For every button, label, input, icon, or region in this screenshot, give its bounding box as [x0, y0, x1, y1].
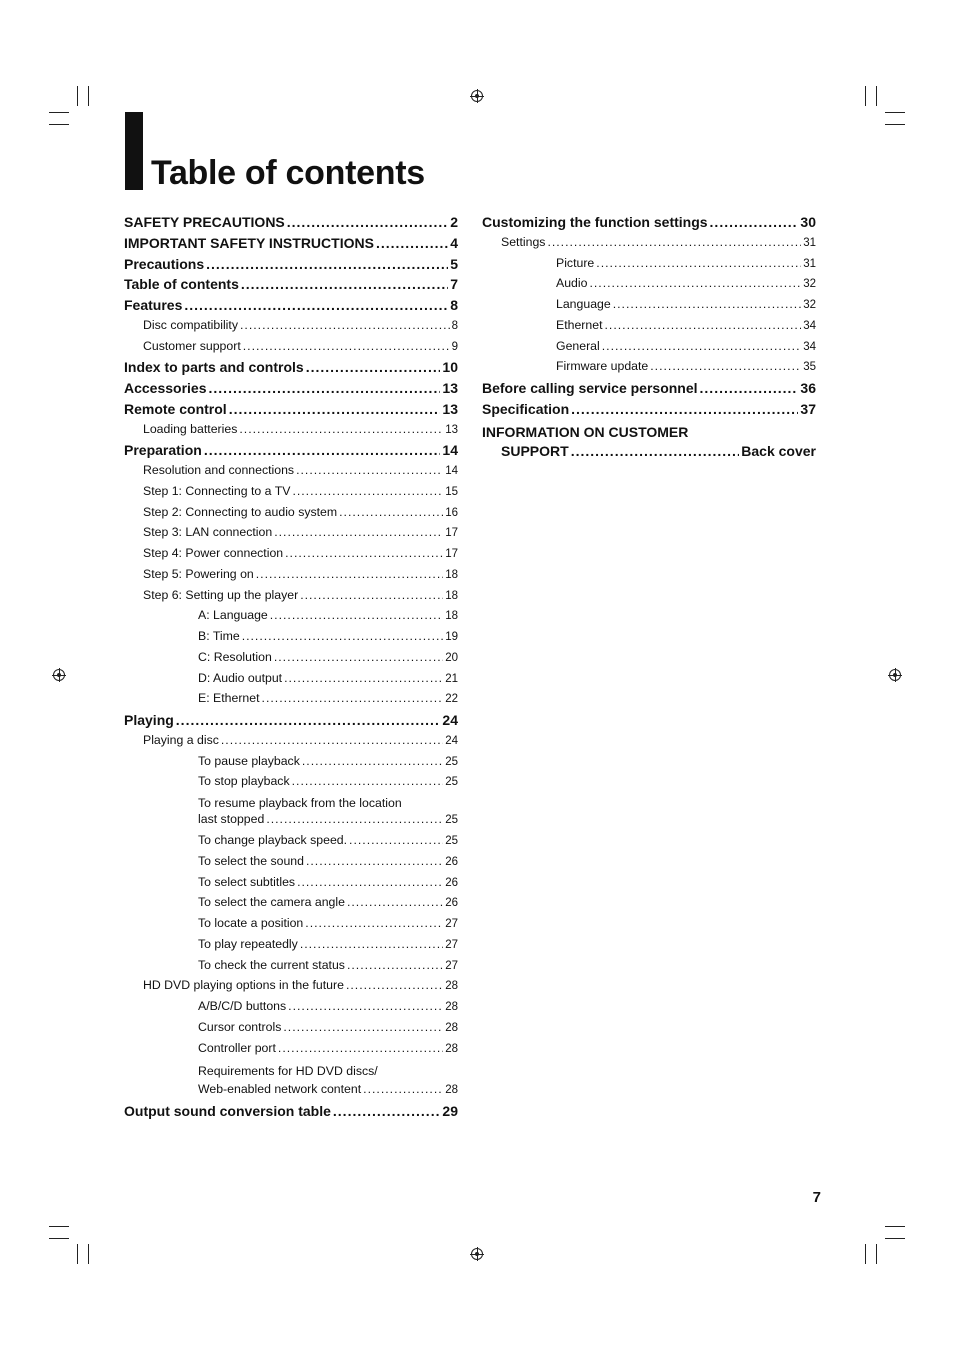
- crop-mark: [885, 112, 905, 113]
- toc-entry-label: Index to parts and controls: [124, 359, 304, 376]
- crop-mark: [876, 86, 877, 106]
- toc-entry-page: 16: [445, 506, 458, 519]
- leader-dots: [650, 359, 801, 373]
- leader-dots: [242, 629, 444, 643]
- leader-dots: [297, 875, 443, 889]
- toc-entry-label: To select subtitles: [198, 874, 296, 889]
- leader-dots: [221, 733, 443, 747]
- toc-entry-label: Resolution and connections: [143, 463, 295, 477]
- toc-entry-label: Customizing the function settings: [482, 214, 708, 230]
- toc-entry-label: Accessories: [124, 380, 207, 396]
- leader-dots: [339, 505, 443, 519]
- toc-entry[interactable]: [482, 235, 816, 256]
- leader-dots: [184, 297, 448, 313]
- toc-entry-label: To locate a position: [198, 916, 304, 930]
- toc-entry-label: Audio: [556, 276, 588, 291]
- toc-entry[interactable]: [124, 812, 458, 833]
- toc-entry-label: Table of contents: [124, 276, 239, 293]
- toc-entry[interactable]: [124, 546, 458, 567]
- toc-entry-page: 24: [445, 734, 458, 747]
- toc-entry-label: Step 3: LAN connection: [143, 525, 273, 540]
- toc-entry[interactable]: [124, 875, 458, 896]
- leader-dots: [229, 401, 441, 417]
- toc-entry[interactable]: [124, 671, 458, 692]
- leader-dots: [287, 214, 448, 230]
- toc-entry-label: B: Time: [198, 629, 240, 643]
- crop-mark: [49, 124, 69, 125]
- crop-mark: [49, 1226, 69, 1227]
- crop-mark: [49, 112, 69, 113]
- title-bar: [125, 112, 143, 190]
- leader-dots: [333, 1103, 441, 1119]
- toc-entry-page: 25: [445, 814, 458, 826]
- toc-entry-label: Cursor controls: [198, 1019, 282, 1034]
- toc-entry-page: Back cover: [741, 442, 816, 459]
- toc-entry-label: SUPPORT: [501, 442, 569, 459]
- toc-entry-label: Picture: [556, 255, 595, 270]
- leader-dots: [306, 359, 441, 375]
- toc-entry-page: 25: [445, 776, 458, 789]
- toc-entry-label: To select the sound: [198, 853, 304, 868]
- toc-entry-page: 13: [442, 380, 458, 396]
- toc-entry-label: Output sound conversion table: [124, 1103, 331, 1119]
- leader-dots: [292, 484, 443, 498]
- toc-entry-label: Step 4: Power connection: [143, 546, 284, 560]
- leader-dots: [206, 256, 448, 272]
- toc-entry[interactable]: [124, 1041, 458, 1062]
- registration-mark-icon: [471, 90, 483, 102]
- toc-entry[interactable]: [124, 978, 458, 999]
- toc-entry-page: 19: [445, 631, 458, 643]
- toc-entry[interactable]: [482, 214, 816, 235]
- toc-entry[interactable]: [482, 339, 816, 360]
- toc-entry-label: To resume playback from the location: [198, 796, 402, 810]
- registration-mark-icon: [471, 1248, 483, 1260]
- toc-entry-label: Loading batteries: [143, 421, 238, 436]
- toc-entry[interactable]: [124, 235, 458, 256]
- leader-dots: [605, 318, 802, 332]
- toc-entry-page: 34: [803, 340, 816, 353]
- toc-entry-page: 26: [445, 897, 458, 910]
- toc-entry-label: INFORMATION ON CUSTOMER: [482, 423, 689, 440]
- leader-dots: [571, 401, 798, 417]
- crop-mark: [88, 1244, 89, 1264]
- toc-entry[interactable]: [124, 733, 458, 754]
- toc-entry[interactable]: [124, 1061, 458, 1082]
- toc-entry-page: 10: [442, 359, 458, 376]
- toc-entry-label: Controller port: [198, 1040, 276, 1055]
- leader-dots: [349, 833, 443, 847]
- leader-dots: [241, 276, 448, 292]
- leader-dots: [239, 422, 443, 436]
- toc-entry-label: Precautions: [124, 255, 205, 272]
- leader-dots: [284, 671, 443, 685]
- leader-dots: [274, 650, 443, 664]
- toc-entry-page: 28: [445, 980, 458, 993]
- leader-dots: [305, 916, 443, 930]
- toc-entry-page: 26: [445, 855, 458, 868]
- toc-entry-label: Language: [556, 297, 611, 311]
- toc-entry[interactable]: [124, 629, 458, 650]
- toc-entry[interactable]: [482, 297, 816, 318]
- toc-entry-page: 24: [442, 712, 458, 728]
- toc-entry[interactable]: [124, 1103, 458, 1124]
- leader-dots: [209, 380, 441, 396]
- toc-entry-label: Remote control: [124, 400, 227, 417]
- toc-entry-page: 2: [450, 214, 458, 230]
- leader-dots: [613, 297, 801, 311]
- leader-dots: [243, 339, 450, 353]
- toc-entry-page: 28: [445, 1021, 458, 1034]
- toc-entry[interactable]: [124, 359, 458, 380]
- toc-entry-label: Disc compatibility: [143, 317, 238, 332]
- leader-dots: [376, 235, 448, 251]
- toc-entry-label: Requirements for HD DVD discs/: [198, 1064, 378, 1079]
- leader-dots: [270, 608, 443, 622]
- toc-entry-label: General: [556, 338, 600, 353]
- toc-entry-page: 13: [442, 400, 458, 417]
- page-title: Table of contents: [151, 154, 425, 192]
- toc-entry-page: 35: [803, 361, 816, 374]
- toc-entry-page: 17: [445, 527, 458, 540]
- toc-entry[interactable]: [124, 999, 458, 1020]
- toc-entry-page: 14: [445, 465, 458, 477]
- toc-entry[interactable]: [124, 318, 458, 339]
- crop-mark: [88, 86, 89, 106]
- toc-entry-label: To select the camera angle: [198, 895, 345, 910]
- toc-entry[interactable]: [124, 525, 458, 546]
- toc-entry-label: Playing a disc: [143, 732, 219, 747]
- toc-entry-label: Customer support: [143, 338, 241, 353]
- toc-entry[interactable]: [124, 401, 458, 422]
- toc-entry[interactable]: [124, 276, 458, 297]
- toc-entry[interactable]: [124, 567, 458, 588]
- leader-dots: [596, 256, 801, 270]
- toc-entry-page: 28: [445, 1084, 458, 1097]
- leader-dots: [347, 895, 443, 909]
- toc-entry-page: 27: [445, 959, 458, 972]
- toc-entry-page: 28: [445, 1001, 458, 1013]
- leader-dots: [176, 712, 441, 728]
- toc-entry-page: 5: [450, 255, 458, 272]
- toc-entry-label: Web-enabled network content: [198, 1082, 362, 1097]
- leader-dots: [262, 691, 444, 705]
- crop-mark: [77, 86, 78, 106]
- toc-entry[interactable]: [482, 380, 816, 401]
- leader-dots: [256, 567, 443, 581]
- toc-entry[interactable]: [124, 833, 458, 854]
- leader-dots: [547, 235, 801, 249]
- toc-entry[interactable]: [124, 505, 458, 526]
- toc-entry[interactable]: [482, 401, 816, 422]
- toc-entry-page: 28: [445, 1042, 458, 1055]
- leader-dots: [285, 546, 443, 560]
- toc-entry[interactable]: [124, 916, 458, 937]
- leader-dots: [346, 978, 443, 992]
- toc-entry[interactable]: [124, 937, 458, 958]
- toc-entry-label: D: Audio output: [198, 670, 283, 685]
- toc-entry-page: 7: [450, 276, 458, 293]
- toc-entry-page: 27: [445, 918, 458, 930]
- toc-entry[interactable]: [124, 297, 458, 318]
- toc-entry-page: 18: [445, 589, 458, 602]
- leader-dots: [589, 276, 801, 290]
- toc-entry-label: Step 2: Connecting to audio system: [143, 504, 338, 519]
- toc-entry-page: 13: [445, 423, 458, 436]
- toc-entry[interactable]: [124, 463, 458, 484]
- toc-entry-label: To pause playback: [198, 753, 300, 768]
- toc-entry[interactable]: [124, 588, 458, 609]
- toc-entry[interactable]: [124, 1020, 458, 1041]
- leader-dots: [266, 812, 443, 826]
- leader-dots: [347, 958, 443, 972]
- toc-entry-page: 37: [800, 400, 816, 417]
- toc-entry-label: To stop playback: [198, 774, 290, 789]
- toc-entry-label: Features: [124, 297, 183, 313]
- crop-mark: [49, 1238, 69, 1239]
- toc-entry[interactable]: [124, 754, 458, 775]
- toc-entry-page: 31: [803, 257, 816, 270]
- toc-entry-label: Firmware update: [556, 359, 649, 374]
- page-number: 7: [812, 1189, 821, 1206]
- toc-entry[interactable]: [124, 339, 458, 360]
- toc-entry-label: A: Language: [198, 608, 268, 623]
- leader-dots: [278, 1041, 443, 1055]
- crop-mark: [885, 1226, 905, 1227]
- leader-dots: [571, 443, 740, 459]
- toc-entry-page: 25: [445, 835, 458, 847]
- toc-entry-page: 15: [445, 485, 458, 498]
- toc-entry-label: C: Resolution: [198, 649, 272, 664]
- registration-mark-icon: [53, 669, 65, 681]
- leader-dots: [306, 854, 443, 868]
- toc-entry-label: A/B/C/D buttons: [198, 999, 287, 1013]
- toc-entry-label: HD DVD playing options in the future: [143, 978, 344, 993]
- toc-entry-page: 18: [445, 610, 458, 623]
- toc-entry[interactable]: [124, 854, 458, 875]
- toc-entry[interactable]: [482, 318, 816, 339]
- toc-entry-page: 8: [450, 297, 458, 313]
- toc-entry-label: IMPORTANT SAFETY INSTRUCTIONS: [124, 234, 374, 251]
- toc-entry[interactable]: [124, 712, 458, 733]
- toc-entry-page: 14: [442, 442, 458, 459]
- toc-entry[interactable]: [482, 443, 816, 460]
- crop-mark: [885, 1238, 905, 1239]
- toc-entry-page: 32: [803, 299, 816, 311]
- toc-entry[interactable]: [124, 442, 458, 463]
- toc-entry-page: 27: [445, 938, 458, 951]
- toc-entry-page: 26: [445, 876, 458, 889]
- toc-entry-label: Step 1: Connecting to a TV: [143, 483, 291, 498]
- toc-entry[interactable]: [124, 422, 458, 443]
- toc-left-column: [124, 214, 458, 1124]
- crop-mark: [865, 86, 866, 106]
- crop-mark: [876, 1244, 877, 1264]
- toc-entry[interactable]: [124, 256, 458, 277]
- leader-dots: [602, 339, 801, 353]
- leader-dots: [700, 380, 799, 396]
- toc-entry-page: 9: [451, 340, 458, 353]
- toc-entry[interactable]: [124, 795, 458, 812]
- toc-entry[interactable]: [124, 608, 458, 629]
- leader-dots: [302, 754, 443, 768]
- toc-entry-label: Playing: [124, 712, 174, 728]
- toc-entry[interactable]: [124, 774, 458, 795]
- leader-dots: [288, 999, 443, 1013]
- toc-entry[interactable]: [124, 691, 458, 712]
- toc-entry[interactable]: [124, 484, 458, 505]
- toc-entry-page: 17: [445, 548, 458, 560]
- leader-dots: [240, 318, 450, 332]
- registration-mark-icon: [889, 669, 901, 681]
- leader-dots: [363, 1082, 443, 1096]
- toc-entry-label: Specification: [482, 400, 570, 417]
- toc-entry[interactable]: [124, 380, 458, 401]
- leader-dots: [300, 937, 443, 951]
- toc-entry-page: 30: [800, 214, 816, 230]
- toc-entry-label: To change playback speed.: [198, 833, 348, 847]
- toc-entry-page: 31: [803, 236, 816, 249]
- leader-dots: [274, 525, 443, 539]
- toc-entry[interactable]: [124, 214, 458, 235]
- toc-entry-label: last stopped: [198, 812, 265, 826]
- toc-entry[interactable]: [124, 895, 458, 916]
- toc-entry-label: To play repeatedly: [198, 936, 298, 951]
- toc-entry-page: 22: [445, 693, 458, 706]
- toc-entry-label: E: Ethernet: [198, 691, 260, 706]
- leader-dots: [300, 588, 443, 602]
- toc-entry[interactable]: [124, 650, 458, 671]
- crop-mark: [885, 124, 905, 125]
- toc-entry-label: Step 6: Setting up the player: [143, 587, 299, 602]
- toc-entry[interactable]: [482, 276, 816, 297]
- toc-entry-page: 32: [803, 278, 816, 291]
- toc-entry-label: To check the current status: [198, 957, 345, 972]
- toc-entry-label: Settings: [501, 234, 546, 249]
- toc-entry-page: 25: [445, 755, 458, 768]
- leader-dots: [283, 1020, 443, 1034]
- toc-entry[interactable]: [482, 422, 816, 443]
- crop-mark: [865, 1244, 866, 1264]
- leader-dots: [710, 214, 799, 230]
- toc-entry-label: Before calling service personnel: [482, 380, 698, 396]
- toc-entry-page: 20: [445, 651, 458, 664]
- toc-entry-page: 34: [803, 319, 816, 332]
- toc-entry[interactable]: [482, 359, 816, 380]
- toc-entry-page: 29: [442, 1103, 458, 1119]
- toc-entry-page: 18: [445, 568, 458, 581]
- toc-entry-label: Preparation: [124, 442, 202, 459]
- toc-entry[interactable]: [124, 958, 458, 979]
- leader-dots: [296, 463, 443, 477]
- toc-entry-label: Ethernet: [556, 317, 603, 332]
- toc-entry-page: 36: [800, 380, 816, 396]
- leader-dots: [204, 442, 441, 458]
- toc-entry-label: SAFETY PRECAUTIONS: [124, 214, 285, 230]
- toc-entry-label: Step 5: Powering on: [143, 566, 254, 581]
- toc-entry-page: 4: [450, 234, 458, 251]
- leader-dots: [292, 774, 444, 788]
- toc-entry-page: 8: [451, 319, 458, 332]
- toc-entry[interactable]: [482, 256, 816, 277]
- toc-entry[interactable]: [124, 1082, 458, 1103]
- crop-mark: [77, 1244, 78, 1264]
- toc-right-column: [482, 214, 816, 460]
- toc-entry-page: 21: [445, 672, 458, 685]
